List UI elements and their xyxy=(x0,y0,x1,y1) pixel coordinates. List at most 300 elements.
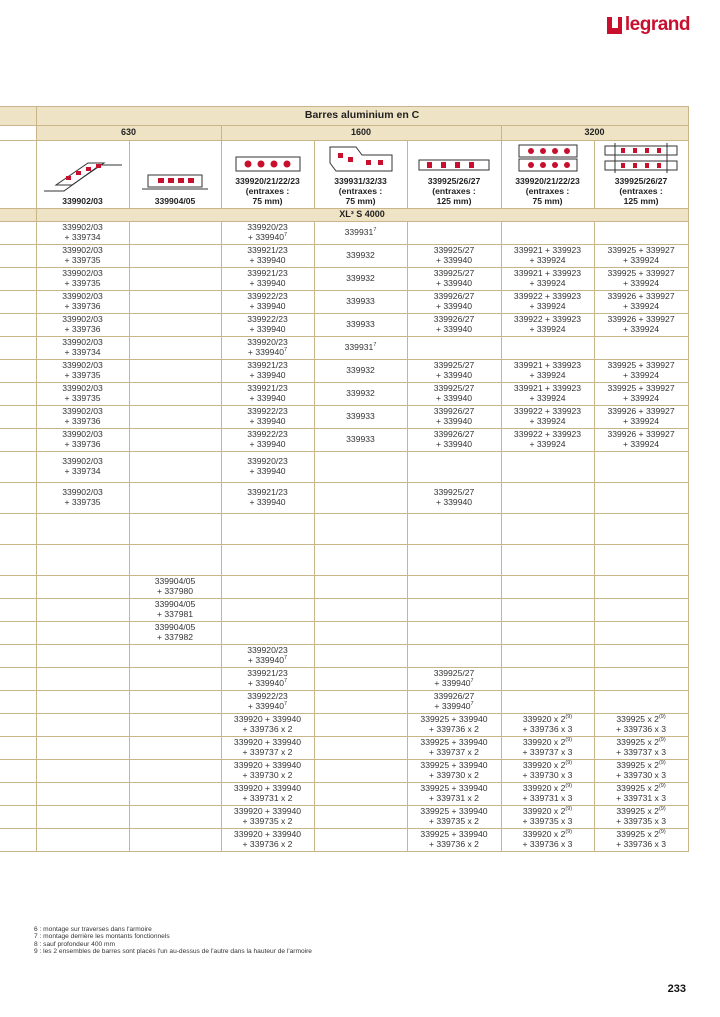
table-cell xyxy=(36,222,129,245)
cell-line-1: 339925 + 339940 xyxy=(420,783,488,794)
table-cell xyxy=(36,783,129,806)
table-cell xyxy=(594,691,688,714)
blank-cell xyxy=(0,514,36,545)
table-cell xyxy=(129,483,221,514)
table-cell xyxy=(501,645,594,668)
table-cell xyxy=(314,806,407,829)
table-cell xyxy=(36,291,129,314)
cell-line-1: 339920 + 339940 xyxy=(233,783,302,794)
cell-line-2: + 339940 xyxy=(249,497,286,507)
table-cell xyxy=(501,337,594,360)
cell-line-1: 339922 + 339923 xyxy=(513,406,582,417)
blank-cell xyxy=(0,737,36,760)
cell-line-1: 339920 + 339940 xyxy=(233,829,302,840)
cell-line-1: 339904/05 xyxy=(154,599,196,610)
table-cell xyxy=(129,291,221,314)
product-spacing: (entraxes : 75 mm) xyxy=(525,186,570,206)
table-cell xyxy=(594,314,688,337)
footnote-ref: 7 xyxy=(284,347,288,354)
table-cell xyxy=(594,829,688,852)
table-cell xyxy=(501,760,594,783)
table-cell xyxy=(314,452,407,483)
table-cell xyxy=(501,545,594,576)
table-cell xyxy=(36,645,129,668)
product-header-339931-1600 xyxy=(314,141,407,209)
table-cell xyxy=(221,429,314,452)
cell-line-1: 339925/27 xyxy=(433,268,475,279)
cell-line-2: + 339731 x 2 xyxy=(242,793,293,803)
blank-cell xyxy=(0,668,36,691)
table-cell xyxy=(36,483,129,514)
cell-line-1: 339920 + 339940 xyxy=(233,714,302,725)
table-cell xyxy=(407,383,501,406)
table-cell xyxy=(36,691,129,714)
table-cell xyxy=(221,514,314,545)
table-cell xyxy=(594,645,688,668)
cell-line-1: 339922 + 339923 xyxy=(513,429,582,440)
table-cell xyxy=(407,514,501,545)
footnote-ref: (9) xyxy=(565,806,573,813)
blank-cell xyxy=(0,406,36,429)
cell-line-1: 339902/03 xyxy=(62,429,103,440)
table-cell xyxy=(129,337,221,360)
table-cell xyxy=(221,783,314,806)
cell-line-1: 339925/27 xyxy=(433,487,475,498)
table-cell xyxy=(221,760,314,783)
cell-line-2: + 339940 xyxy=(249,466,286,476)
product-code: 339920/21/22/23 xyxy=(235,176,300,186)
cell-line-2: + 339924 xyxy=(529,324,566,334)
table-cell xyxy=(129,576,221,599)
footnote-ref: (9) xyxy=(565,737,573,744)
blank-cell xyxy=(0,483,36,514)
blank-cell xyxy=(0,622,36,645)
table-cell xyxy=(221,222,314,245)
table-cell xyxy=(594,429,688,452)
table-cell xyxy=(36,545,129,576)
table-cell xyxy=(407,222,501,245)
busbar-flat-icon xyxy=(140,171,210,193)
cell-line-1: 339932 xyxy=(346,250,375,261)
table-cell xyxy=(314,714,407,737)
blank-cell xyxy=(0,383,36,406)
table-row xyxy=(0,245,688,268)
cell-line-2: + 339924 xyxy=(623,439,660,449)
footnote-ref: (9) xyxy=(658,806,666,813)
cell-line-2: + 339940 xyxy=(435,393,473,403)
cell-line-1: 339925 x 2 xyxy=(616,829,659,840)
table-cell xyxy=(594,806,688,829)
table-cell xyxy=(594,599,688,622)
cell-line-1: 339926/27 xyxy=(433,314,475,325)
cell-line-1: 339932 xyxy=(346,388,375,399)
cell-line-1: 339926/27 xyxy=(433,406,475,417)
table-cell xyxy=(501,622,594,645)
table-row xyxy=(0,622,688,645)
table-cell xyxy=(407,291,501,314)
table-cell xyxy=(221,360,314,383)
cell-line-2: + 339940 xyxy=(435,255,473,265)
cell-line-1: 339926 + 339927 xyxy=(607,291,675,302)
table-cell xyxy=(407,576,501,599)
table-cell xyxy=(594,245,688,268)
cell-line-2: + 339940 xyxy=(435,497,473,507)
table-cell xyxy=(36,760,129,783)
table-cell xyxy=(594,360,688,383)
table-row xyxy=(0,483,688,514)
table-cell xyxy=(36,337,129,360)
busbar-double-c-icon xyxy=(515,143,581,173)
table-cell xyxy=(501,714,594,737)
cell-line-2: + 339730 x 3 xyxy=(522,770,573,780)
table-cell xyxy=(129,806,221,829)
cell-line-2: + 339737 x 3 xyxy=(522,747,573,757)
table-cell xyxy=(36,622,129,645)
blank-cell xyxy=(0,126,36,141)
cell-line-1: 339925/27 xyxy=(433,245,475,256)
cell-line-1: 339926/27 xyxy=(433,291,475,302)
cell-line-2: + 339734 xyxy=(64,466,101,476)
cell-line-1: 339921 + 339923 xyxy=(513,268,582,279)
table-cell xyxy=(314,483,407,514)
table-row xyxy=(0,714,688,737)
cell-line-1: 339922 + 339923 xyxy=(513,291,582,302)
table-cell xyxy=(594,737,688,760)
cell-line-1: 339902/03 xyxy=(62,291,103,302)
cell-line-2: + 339940 xyxy=(435,370,473,380)
table-cell xyxy=(314,314,407,337)
blank-cell xyxy=(0,337,36,360)
cell-line-2: + 339736 x 3 xyxy=(616,839,667,849)
table-cell xyxy=(501,360,594,383)
table-row xyxy=(0,222,688,245)
product-spacing: (entraxes : 125 mm) xyxy=(432,186,476,206)
table-cell xyxy=(129,691,221,714)
cell-line-2: + 339736 x 2 xyxy=(429,839,479,849)
section-title: XL³ S 4000 xyxy=(36,209,688,222)
cell-line-1: 339921 + 339923 xyxy=(513,383,582,394)
cell-line-1: 339926 + 339927 xyxy=(607,406,675,417)
table-cell xyxy=(407,337,501,360)
table-row xyxy=(0,806,688,829)
cell-line-2: + 337980 xyxy=(156,586,194,596)
cell-line-2: + 339940 xyxy=(249,324,286,334)
busbar-vertical-icon xyxy=(326,143,396,173)
blank-cell xyxy=(0,141,36,209)
table-cell xyxy=(129,314,221,337)
cell-line-1: 339922/23 xyxy=(247,691,288,702)
cell-line-2: + 339736 xyxy=(64,439,101,449)
blank-cell xyxy=(0,245,36,268)
footnote-ref: (9) xyxy=(658,760,666,767)
blank-cell xyxy=(0,545,36,576)
product-header-339920-3200 xyxy=(501,141,594,209)
cell-line-1: 339925 x 2 xyxy=(616,760,659,771)
table-cell xyxy=(314,337,407,360)
cell-line-1: 339902/03 xyxy=(62,383,103,394)
cell-line-1: 339921 + 339923 xyxy=(513,360,582,371)
cell-line-1: 339904/05 xyxy=(154,576,196,587)
group-630: 630 xyxy=(36,126,221,141)
busbar-angled-icon xyxy=(42,159,124,193)
table-cell xyxy=(129,645,221,668)
cell-line-1: 339921 + 339923 xyxy=(513,245,582,256)
table-cell xyxy=(407,406,501,429)
cell-line-1: 339933 xyxy=(346,296,375,307)
footnote-ref: 7 xyxy=(284,655,288,662)
table-cell xyxy=(129,406,221,429)
table-cell xyxy=(314,760,407,783)
table-row xyxy=(0,691,688,714)
cell-line-2: + 339940 xyxy=(249,301,286,311)
table-cell xyxy=(407,691,501,714)
table-cell xyxy=(36,714,129,737)
cell-line-1: 339926 + 339927 xyxy=(607,429,675,440)
cell-line-2: + 339736 x 2 xyxy=(242,839,293,849)
cell-line-1: 339926 + 339927 xyxy=(607,314,675,325)
blank-cell xyxy=(0,599,36,622)
page-number: 233 xyxy=(667,983,686,995)
table-cell xyxy=(407,452,501,483)
table-row xyxy=(0,291,688,314)
blank-cell xyxy=(0,222,36,245)
cell-line-1: 339925 + 339940 xyxy=(420,760,488,771)
cell-line-2: + 339940 xyxy=(435,439,473,449)
cell-line-1: 339902/03 xyxy=(62,456,103,467)
table-cell xyxy=(36,383,129,406)
cell-line-1: 339902/03 xyxy=(62,337,103,348)
cell-line-2: + 339730 x 2 xyxy=(429,770,479,780)
cell-line-2: + 339730 x 2 xyxy=(242,770,293,780)
cell-line-2: + 339940 xyxy=(247,701,285,711)
cell-line-2: + 339735 x 2 xyxy=(242,816,293,826)
table-cell xyxy=(501,314,594,337)
cell-line-2: + 339736 x 3 xyxy=(522,724,573,734)
cell-line-2: + 339924 xyxy=(623,416,660,426)
cell-line-2: + 339940 xyxy=(434,701,471,711)
table-row xyxy=(0,268,688,291)
table-cell xyxy=(129,514,221,545)
footnote: 8 : sauf profondeur 400 mm xyxy=(34,940,116,948)
cell-line-1: 339920 + 339940 xyxy=(233,760,302,771)
table-cell xyxy=(129,760,221,783)
cell-line-2: + 339940 xyxy=(435,324,473,334)
cell-line-1: 339902/03 xyxy=(62,268,103,279)
cell-line-1: 339902/03 xyxy=(62,360,103,371)
table-cell xyxy=(129,360,221,383)
table-cell xyxy=(501,668,594,691)
table-cell xyxy=(407,668,501,691)
table-cell xyxy=(314,691,407,714)
cell-line-1: 339926/27 xyxy=(433,691,475,702)
blank-cell xyxy=(0,760,36,783)
product-spacing: (entraxes : 75 mm) xyxy=(245,186,290,206)
table-cell xyxy=(594,268,688,291)
table-cell xyxy=(501,222,594,245)
table-row xyxy=(0,514,688,545)
brand-name: legrand xyxy=(624,14,690,35)
table-row xyxy=(0,383,688,406)
blank-cell xyxy=(0,268,36,291)
table-cell xyxy=(594,545,688,576)
cell-line-2: + 339940 xyxy=(249,393,286,403)
cell-line-1: 339920 x 2 xyxy=(522,737,566,748)
cell-line-2: + 339736 x 2 xyxy=(242,724,293,734)
table-cell xyxy=(594,337,688,360)
footnote-ref: (9) xyxy=(658,783,666,790)
cell-line-2: + 339940 xyxy=(435,416,473,426)
table-cell xyxy=(594,714,688,737)
cell-line-1: 339933 xyxy=(346,319,375,330)
table-cell xyxy=(314,406,407,429)
cell-line-1: 339902/03 xyxy=(62,222,103,233)
cell-line-1: 339925/27 xyxy=(433,360,475,371)
table-cell xyxy=(594,483,688,514)
cell-line-1: 339921/23 xyxy=(247,668,288,679)
cell-line-1: 339925 + 339927 xyxy=(607,245,675,256)
cell-line-1: 339922 + 339923 xyxy=(513,314,582,325)
cell-line-2: + 339730 x 3 xyxy=(616,770,667,780)
footnote-ref: 7 xyxy=(373,342,377,349)
cell-line-1: 339921/23 xyxy=(247,245,288,256)
cell-line-2: + 339924 xyxy=(623,278,660,288)
product-code: 339920/21/22/23 xyxy=(515,176,580,186)
footnote-ref: (9) xyxy=(658,714,666,721)
group-1600: 1600 xyxy=(221,126,501,141)
table-cell xyxy=(501,383,594,406)
table-cell xyxy=(129,452,221,483)
cell-line-2: + 339737 x 2 xyxy=(242,747,293,757)
legrand-logo xyxy=(607,14,690,36)
table-cell xyxy=(221,622,314,645)
cell-line-1: 339925 + 339940 xyxy=(420,714,488,725)
cell-line-2: + 339735 x 2 xyxy=(429,816,479,826)
cell-line-1: 339925 x 2 xyxy=(616,714,659,725)
blank-cell xyxy=(0,209,36,222)
table-cell xyxy=(501,483,594,514)
product-header-339925-3200 xyxy=(594,141,688,209)
product-spacing: (entraxes : 75 mm) xyxy=(338,186,383,206)
table-cell xyxy=(594,668,688,691)
table-cell xyxy=(36,452,129,483)
table-cell xyxy=(501,268,594,291)
table-row xyxy=(0,545,688,576)
cell-line-1: 339922/23 xyxy=(247,291,288,302)
cell-line-2: + 339940 xyxy=(435,301,473,311)
table-cell xyxy=(594,383,688,406)
table-cell xyxy=(221,645,314,668)
cell-line-2: + 339735 x 3 xyxy=(616,816,667,826)
cell-line-2: + 337982 xyxy=(156,632,194,642)
table-row xyxy=(0,429,688,452)
table-cell xyxy=(314,383,407,406)
cell-line-1: 339925/27 xyxy=(433,383,475,394)
table-cell xyxy=(36,406,129,429)
table-cell xyxy=(36,806,129,829)
table-cell xyxy=(129,622,221,645)
table-cell xyxy=(221,599,314,622)
cell-line-2: + 339731 x 3 xyxy=(522,793,573,803)
blank-cell xyxy=(0,645,36,668)
footnote-ref: (9) xyxy=(658,829,666,836)
cell-line-1: 339920/23 xyxy=(247,645,288,656)
blank-cell xyxy=(0,691,36,714)
cell-line-2: + 339735 xyxy=(64,278,101,288)
table-row xyxy=(0,314,688,337)
cell-line-1: 339920 x 2 xyxy=(522,760,566,771)
cell-line-2: + 339924 xyxy=(529,370,566,380)
cell-line-2: + 339736 x 2 xyxy=(429,724,479,734)
cell-line-1: 339921/23 xyxy=(247,268,288,279)
blank-cell xyxy=(0,576,36,599)
table-cell xyxy=(594,222,688,245)
table-cell xyxy=(221,483,314,514)
product-code: 339925/26/27 xyxy=(614,176,668,186)
table-cell xyxy=(221,806,314,829)
cell-line-1: 339920 x 2 xyxy=(522,806,566,817)
table-row xyxy=(0,360,688,383)
table-cell xyxy=(221,714,314,737)
table-cell xyxy=(501,829,594,852)
table-cell xyxy=(594,291,688,314)
footnote-ref: (9) xyxy=(565,714,573,721)
footnote-ref: 7 xyxy=(284,232,288,239)
table-cell xyxy=(501,406,594,429)
cell-line-1: 339902/03 xyxy=(62,487,103,498)
table-cell xyxy=(129,737,221,760)
table-cell xyxy=(36,314,129,337)
cell-line-1: 339932 xyxy=(346,273,375,284)
cell-line-2: + 339940 xyxy=(249,278,286,288)
cell-line-1: 339920 x 2 xyxy=(522,829,566,840)
table-cell xyxy=(221,737,314,760)
table-cell xyxy=(407,360,501,383)
cell-line-1: 339931 xyxy=(344,342,374,353)
cell-line-1: 339920/23 xyxy=(247,337,288,348)
table-cell xyxy=(501,576,594,599)
table-cell xyxy=(314,429,407,452)
table-cell xyxy=(314,245,407,268)
table-cell xyxy=(501,452,594,483)
footnote-ref: 7 xyxy=(470,678,474,685)
corner-cell xyxy=(0,107,36,126)
cell-line-2: + 339734 xyxy=(64,347,101,357)
product-header-339920-1600 xyxy=(221,141,314,209)
table-cell xyxy=(36,576,129,599)
table-cell xyxy=(501,691,594,714)
cell-line-1: 339920 + 339940 xyxy=(233,737,302,748)
busbar-double-wide-icon xyxy=(603,143,679,173)
footnote: 6 : montage sur traverses dans l'armoire xyxy=(34,926,152,933)
table-cell xyxy=(314,737,407,760)
blank-cell xyxy=(0,714,36,737)
table-cell xyxy=(129,668,221,691)
table-row xyxy=(0,406,688,429)
cell-line-2: + 339735 xyxy=(64,393,101,403)
cell-line-1: 339921/23 xyxy=(247,487,288,498)
footnote-ref: (9) xyxy=(565,760,573,767)
footnote-ref: 7 xyxy=(470,701,474,708)
table-cell xyxy=(221,668,314,691)
cell-line-2: + 339940 xyxy=(434,678,471,688)
table-cell xyxy=(594,452,688,483)
table-cell xyxy=(407,483,501,514)
table-cell xyxy=(314,576,407,599)
cell-line-2: + 339736 xyxy=(64,301,101,311)
cell-line-2: + 339924 xyxy=(623,255,660,265)
cell-line-1: 339925 + 339940 xyxy=(420,806,488,817)
table-cell xyxy=(407,268,501,291)
